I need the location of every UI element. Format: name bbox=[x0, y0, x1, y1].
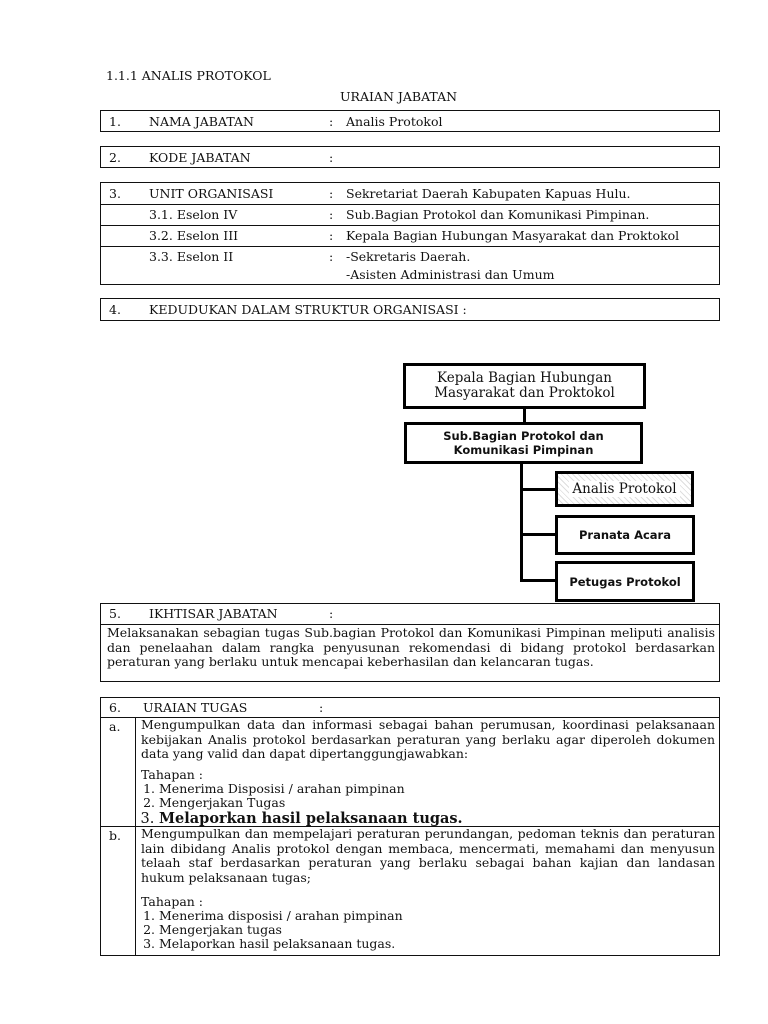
row-number: 6. bbox=[109, 700, 121, 715]
org-connector bbox=[523, 409, 526, 423]
steps-list bbox=[141, 909, 715, 951]
eselon-ii-value-2: -Asisten Administrasi dan Umum bbox=[346, 267, 555, 282]
row-separator: : bbox=[329, 228, 334, 243]
tahapan-label: Tahapan : bbox=[141, 766, 204, 782]
eselon-ii-value-1: -Sekretaris Daerah. bbox=[346, 249, 471, 264]
row-label: NAMA JABATAN bbox=[149, 114, 254, 129]
row-separator: : bbox=[329, 150, 334, 165]
task-description: Mengumpulkan dan mempelajari peraturan perundangan, pedoman teknis dan peraturan lain dibidang Analis protokol dengan membaca, mencermati, memahami dan menyusun telaah staf berdasarkan peraturan yang berlaku sebagai bahan kajian dan landasan hukum pelaksanaan tugas; bbox=[141, 826, 715, 885]
org-box-label: Pranata Acara bbox=[579, 528, 671, 542]
step-item: 1. Menerima Disposisi / arahan pimpinan bbox=[159, 782, 715, 796]
document-title: URAIAN JABATAN bbox=[340, 89, 458, 104]
row-label: UNIT ORGANISASI bbox=[149, 186, 274, 201]
ikhtisar-table bbox=[100, 603, 720, 682]
row-label: KODE JABATAN bbox=[149, 150, 251, 165]
org-connector bbox=[520, 464, 523, 581]
org-box-sub-bagian bbox=[404, 422, 643, 464]
eselon-iii-value: Kepala Bagian Hubungan Masyarakat dan Proktokol bbox=[346, 228, 680, 243]
org-box-label: Kepala Bagian Hubungan Masyarakat dan Proktokol bbox=[434, 370, 615, 401]
tahapan-label: Tahapan : bbox=[141, 894, 204, 909]
org-connector bbox=[520, 533, 556, 536]
eselon-iv-label: 3.1. Eselon IV bbox=[149, 207, 238, 222]
row-label: IKHTISAR JABATAN bbox=[149, 606, 278, 621]
kode-jabatan-row bbox=[100, 146, 720, 168]
row-label: URAIAN TUGAS bbox=[143, 700, 248, 715]
kedudukan-row bbox=[100, 298, 720, 321]
task-letter: b. bbox=[109, 828, 121, 843]
unit-organisasi-table bbox=[100, 182, 720, 285]
row-value: Sekretariat Daerah Kabupaten Kapuas Hulu. bbox=[346, 186, 631, 201]
org-box-pranata-acara bbox=[555, 515, 695, 555]
row-separator: : bbox=[329, 207, 334, 222]
org-box-label: Sub.Bagian Protokol dan Komunikasi Pimpinan bbox=[443, 429, 604, 457]
step-item: 2. Mengerjakan tugas bbox=[159, 923, 715, 937]
row-value: Analis Protokol bbox=[346, 114, 443, 129]
org-box-label: Petugas Protokol bbox=[569, 574, 681, 589]
row-separator: : bbox=[329, 186, 334, 201]
eselon-iv-value: Sub.Bagian Protokol dan Komunikasi Pimpinan. bbox=[346, 207, 650, 222]
step-item: 3. Melaporkan hasil pelaksanaan tugas. bbox=[159, 937, 715, 951]
nama-jabatan-row bbox=[100, 110, 720, 132]
uraian-tugas-table bbox=[100, 697, 720, 956]
row-number: 2. bbox=[109, 150, 121, 165]
org-connector bbox=[520, 488, 556, 491]
step-item bbox=[159, 810, 715, 828]
step-item: 1. Menerima disposisi / arahan pimpinan bbox=[159, 909, 715, 923]
section-heading: 1.1.1 ANALIS PROTOKOL bbox=[106, 68, 271, 83]
org-connector bbox=[520, 579, 556, 582]
row-number: 4. bbox=[109, 302, 121, 317]
row-separator: : bbox=[329, 114, 334, 129]
steps-list bbox=[141, 782, 715, 828]
task-b bbox=[141, 827, 715, 951]
task-a bbox=[141, 718, 715, 828]
row-separator: : bbox=[319, 700, 324, 715]
task-letter: a. bbox=[109, 719, 121, 734]
row-label: KEDUDUKAN DALAM STRUKTUR ORGANISASI : bbox=[149, 302, 467, 317]
row-separator: : bbox=[329, 249, 334, 264]
step-item: 2. Mengerjakan Tugas bbox=[159, 796, 715, 810]
org-box-petugas-protokol bbox=[555, 561, 695, 602]
eselon-iii-label: 3.2. Eselon III bbox=[149, 228, 239, 243]
org-box-kepala-bagian bbox=[403, 363, 646, 409]
row-separator: : bbox=[329, 606, 334, 621]
ikhtisar-text: Melaksanakan sebagian tugas Sub.bagian Protokol dan Komunikasi Pimpinan meliputi analisis dan penelaahan dalam rangka penyusunan rekomendasi di bidang protokol berdasarkan peraturan yang berlaku untuk mencapai keberhasilan dan kelancaran tugas. bbox=[107, 625, 715, 669]
row-number: 5. bbox=[109, 606, 121, 621]
row-number: 3. bbox=[109, 186, 121, 201]
row-number: 1. bbox=[109, 114, 121, 129]
org-box-analis-protokol bbox=[555, 471, 694, 507]
task-description: Mengumpulkan data dan informasi sebagai bahan perumusan, koordinasi pelaksanaan kebijakan Analis protokol berdasarkan peraturan yang berlaku agar diperoleh dokumen data yang valid dan dapat dipertanggungjawabkan: bbox=[141, 717, 715, 761]
org-box-label: Analis Protokol bbox=[569, 481, 679, 497]
eselon-ii-label: 3.3. Eselon II bbox=[149, 249, 234, 264]
step-text: Melaporkan hasil pelaksanaan tugas. bbox=[159, 809, 463, 827]
